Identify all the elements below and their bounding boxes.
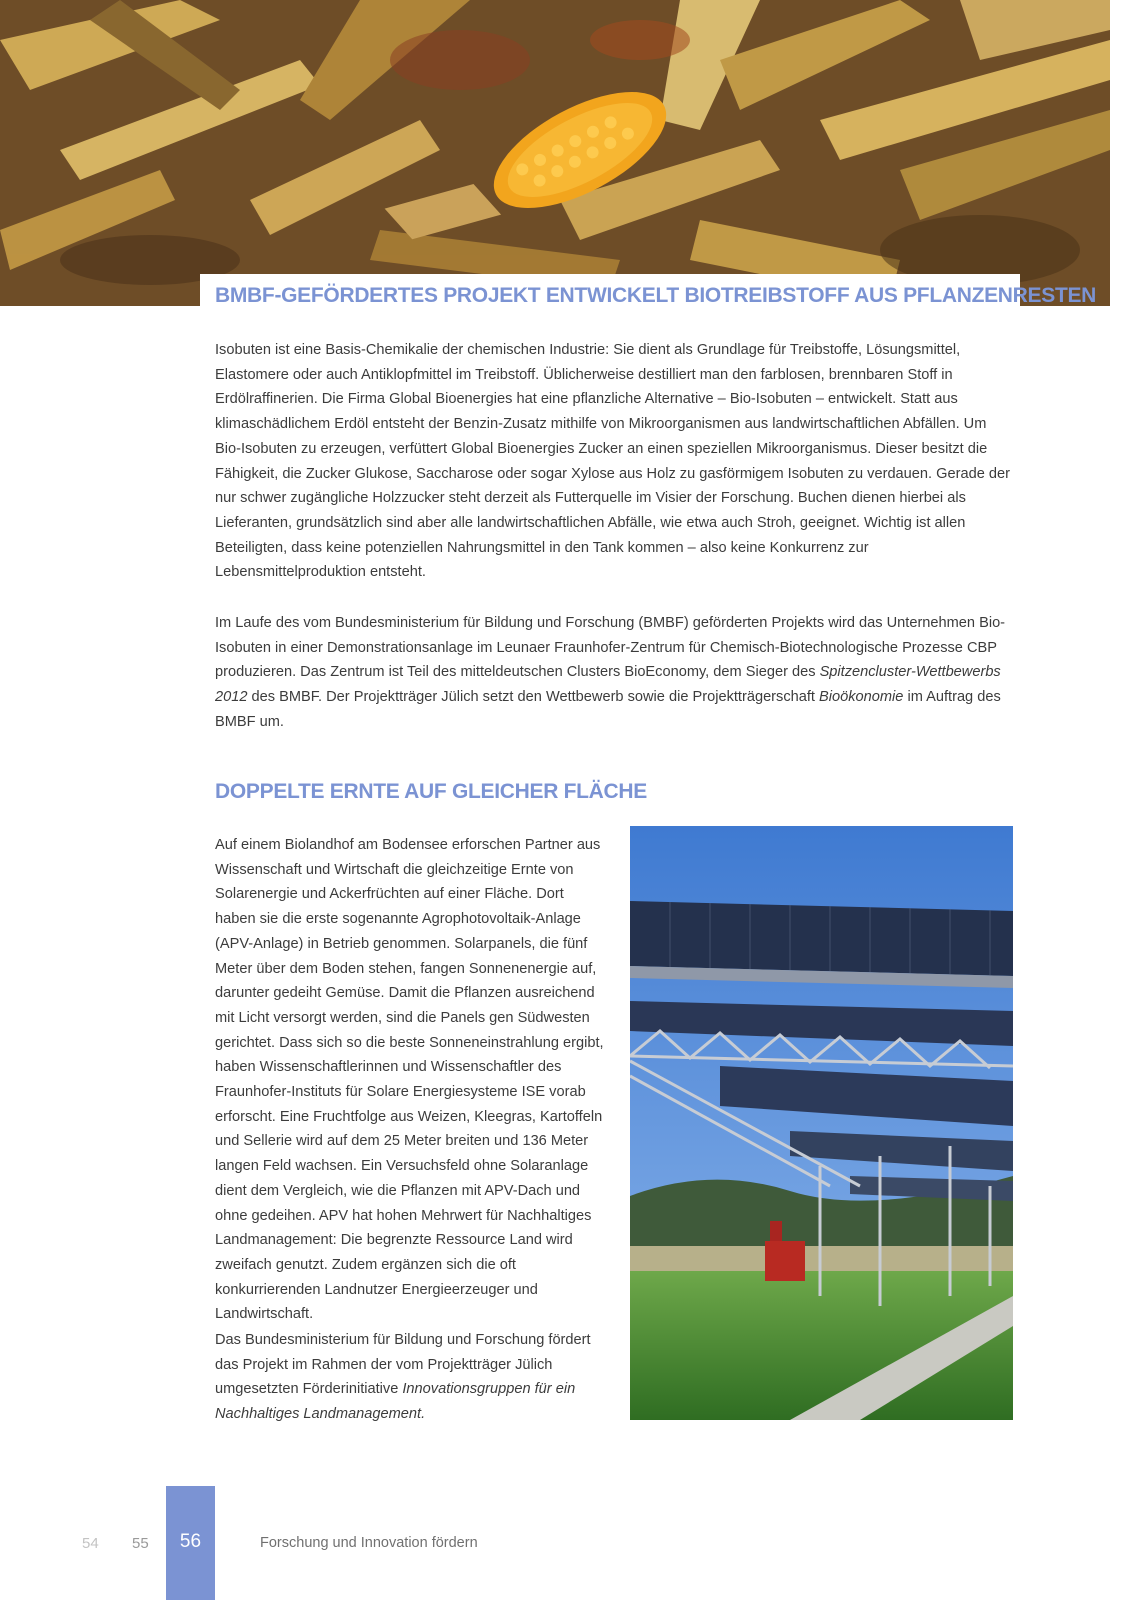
article1-paragraph-2-text-b: des BMBF. Der Projektträger Jülich setzt den Wettbewerb sowie die Projektträgerschaft [247,689,820,706]
page-number-55[interactable]: 55 [132,1535,149,1552]
article2-paragraph-1: Auf einem Biolandhof am Bodensee erforschen Partner aus Wissenschaft und Wirtschaft die gleichzeitige Ernte von Solarenergie und Ackerfrüchten auf einer Fläche. Dort haben sie die erste sogenannte Agrophotovoltaik-Anlage (APV-Anlage) in Betrieb genommen. Solarpanels, die fünf Meter über dem Boden stehen, fangen Sonnenenergie auf, darunter gedeiht Gemüse. Damit die Pflanzen ausreichend mit Licht versorgt werden, sind die Panels gen Südwesten gerichtet. Dass sich so die beste Sonneneinstrahlung ergibt, haben Wissenschaftlerinnen und Wissenschaftler des Fraunhofer-Instituts für Solare Energiesysteme ISE vorab erforscht. Eine Fruchtfolge aus Weizen, Kleegras, Kartoffeln und Sellerie wird auf dem 25 Meter breiten und 136 Meter langen Feld wachsen. Ein Versuchsfeld ohne Solaranlage dient dem Vergleich, wie die Pflanzen mit APV-Dach und ohne gedeihen. APV hat hohen Mehrwert für Nachhaltiges Landmanagement: Die begrenzte Ressource Land wird zweifach genutzt. Zudem ergänzen sich die oft konkurrierenden Landnutzer Energieerzeuger und Landwirtschaft. [215,837,604,1323]
article-title-biotreibstoff: BMBF-GEFÖRDERTES PROJEKT ENTWICKELT BIOTREIBSTOFF AUS PFLANZENRESTEN [215,284,1097,307]
article1-paragraph-1: Isobuten ist eine Basis-Chemikalie der chemischen Industrie: Sie dient als Grundlage für Treibstoffe, Lösungsmittel, Elastomere oder auch Antiklopfmittel im Treibstoff. Üblicherweise destilliert man den farblosen, brennbaren Stoff in Erdölraffinerien. Die Firma Global Bioenergies hat eine pflanzliche Alternative – Bio-Isobuten – entwickelt. Statt aus klimaschädlichem Erdöl entsteht der Benzin-Zusatz mithilfe von Mikroorganismen aus landwirtschaftlichen Abfällen. Um Bio-Isobuten zu erzeugen, verfüttert Global Bioenergies Zucker an einen speziellen Mikroorganismus. Dieser besitzt die Fähigkeit, die Zucker Glukose, Saccharose oder sogar Xylose aus Holz zu gasförmigem Isobuten zu verdauen. Gerade der nur schwer zugängliche Holzzucker steht derzeit als Futterquelle im Visier der Forschung. Buchen dienen hierbei als Lieferanten, grundsätzlich sind aber alle landwirtschaftlichen Abfälle, wie etwa auch Stroh, geeignet. Wichtig ist allen Beteiligten, dass keine potenziellen Nahrungsmittel in den Tank kommen – also keine Konkurrenz zur Lebensmittelproduktion entsteht. [215,342,1010,581]
hero-image-corn-residue [0,0,1110,306]
solar-panel-illustration [630,826,1013,1420]
article2-paragraph-2-emphasis: Innovationsgruppen für ein Nachhaltiges Landmanagement. [215,1381,576,1423]
photo-agrophotovoltaik-anlage [630,826,1013,1420]
article-title-doppelte-ernte: DOPPELTE ERNTE AUF GLEICHER FLÄCHE [215,780,647,803]
article1-paragraph-2-emphasis-2: Bioökonomie [819,689,904,706]
footer-section-title: Forschung und Innovation fördern [260,1535,478,1551]
article2-paragraph-2-text: Das Bundesministerium für Bildung und Forschung fördert das Projekt im Rahmen der vom Projektträger Jülich umgesetzten Förderinitiative [215,1332,591,1398]
page-number-56-current[interactable]: 56 [179,1531,202,1552]
article1-paragraph-2 [215,611,1015,735]
article2-paragraph-2 [215,1328,605,1427]
article1-paragraph-2-text-c: im Auftrag des BMBF um. [215,689,1001,730]
page-number-54[interactable]: 54 [82,1535,99,1552]
article1-paragraph-2-text-a: Im Laufe des vom Bundesministerium für Bildung und Forschung (BMBF) geförderten Projekts wird das Unternehmen Bio-Isobuten in einer Demonstrationsanlage im Leunaer Fraunhofer-Zentrum für Chemisch-Biotechnologische Prozesse CBP produzieren. Das Zentrum ist Teil des mitteldeutschen Clusters BioEconomy, dem Sieger des [215,615,1006,681]
article1-paragraph-2-emphasis-1: Spitzencluster-Wettbewerbs 2012 [215,664,1001,706]
corn-residue-illustration [0,0,1110,306]
